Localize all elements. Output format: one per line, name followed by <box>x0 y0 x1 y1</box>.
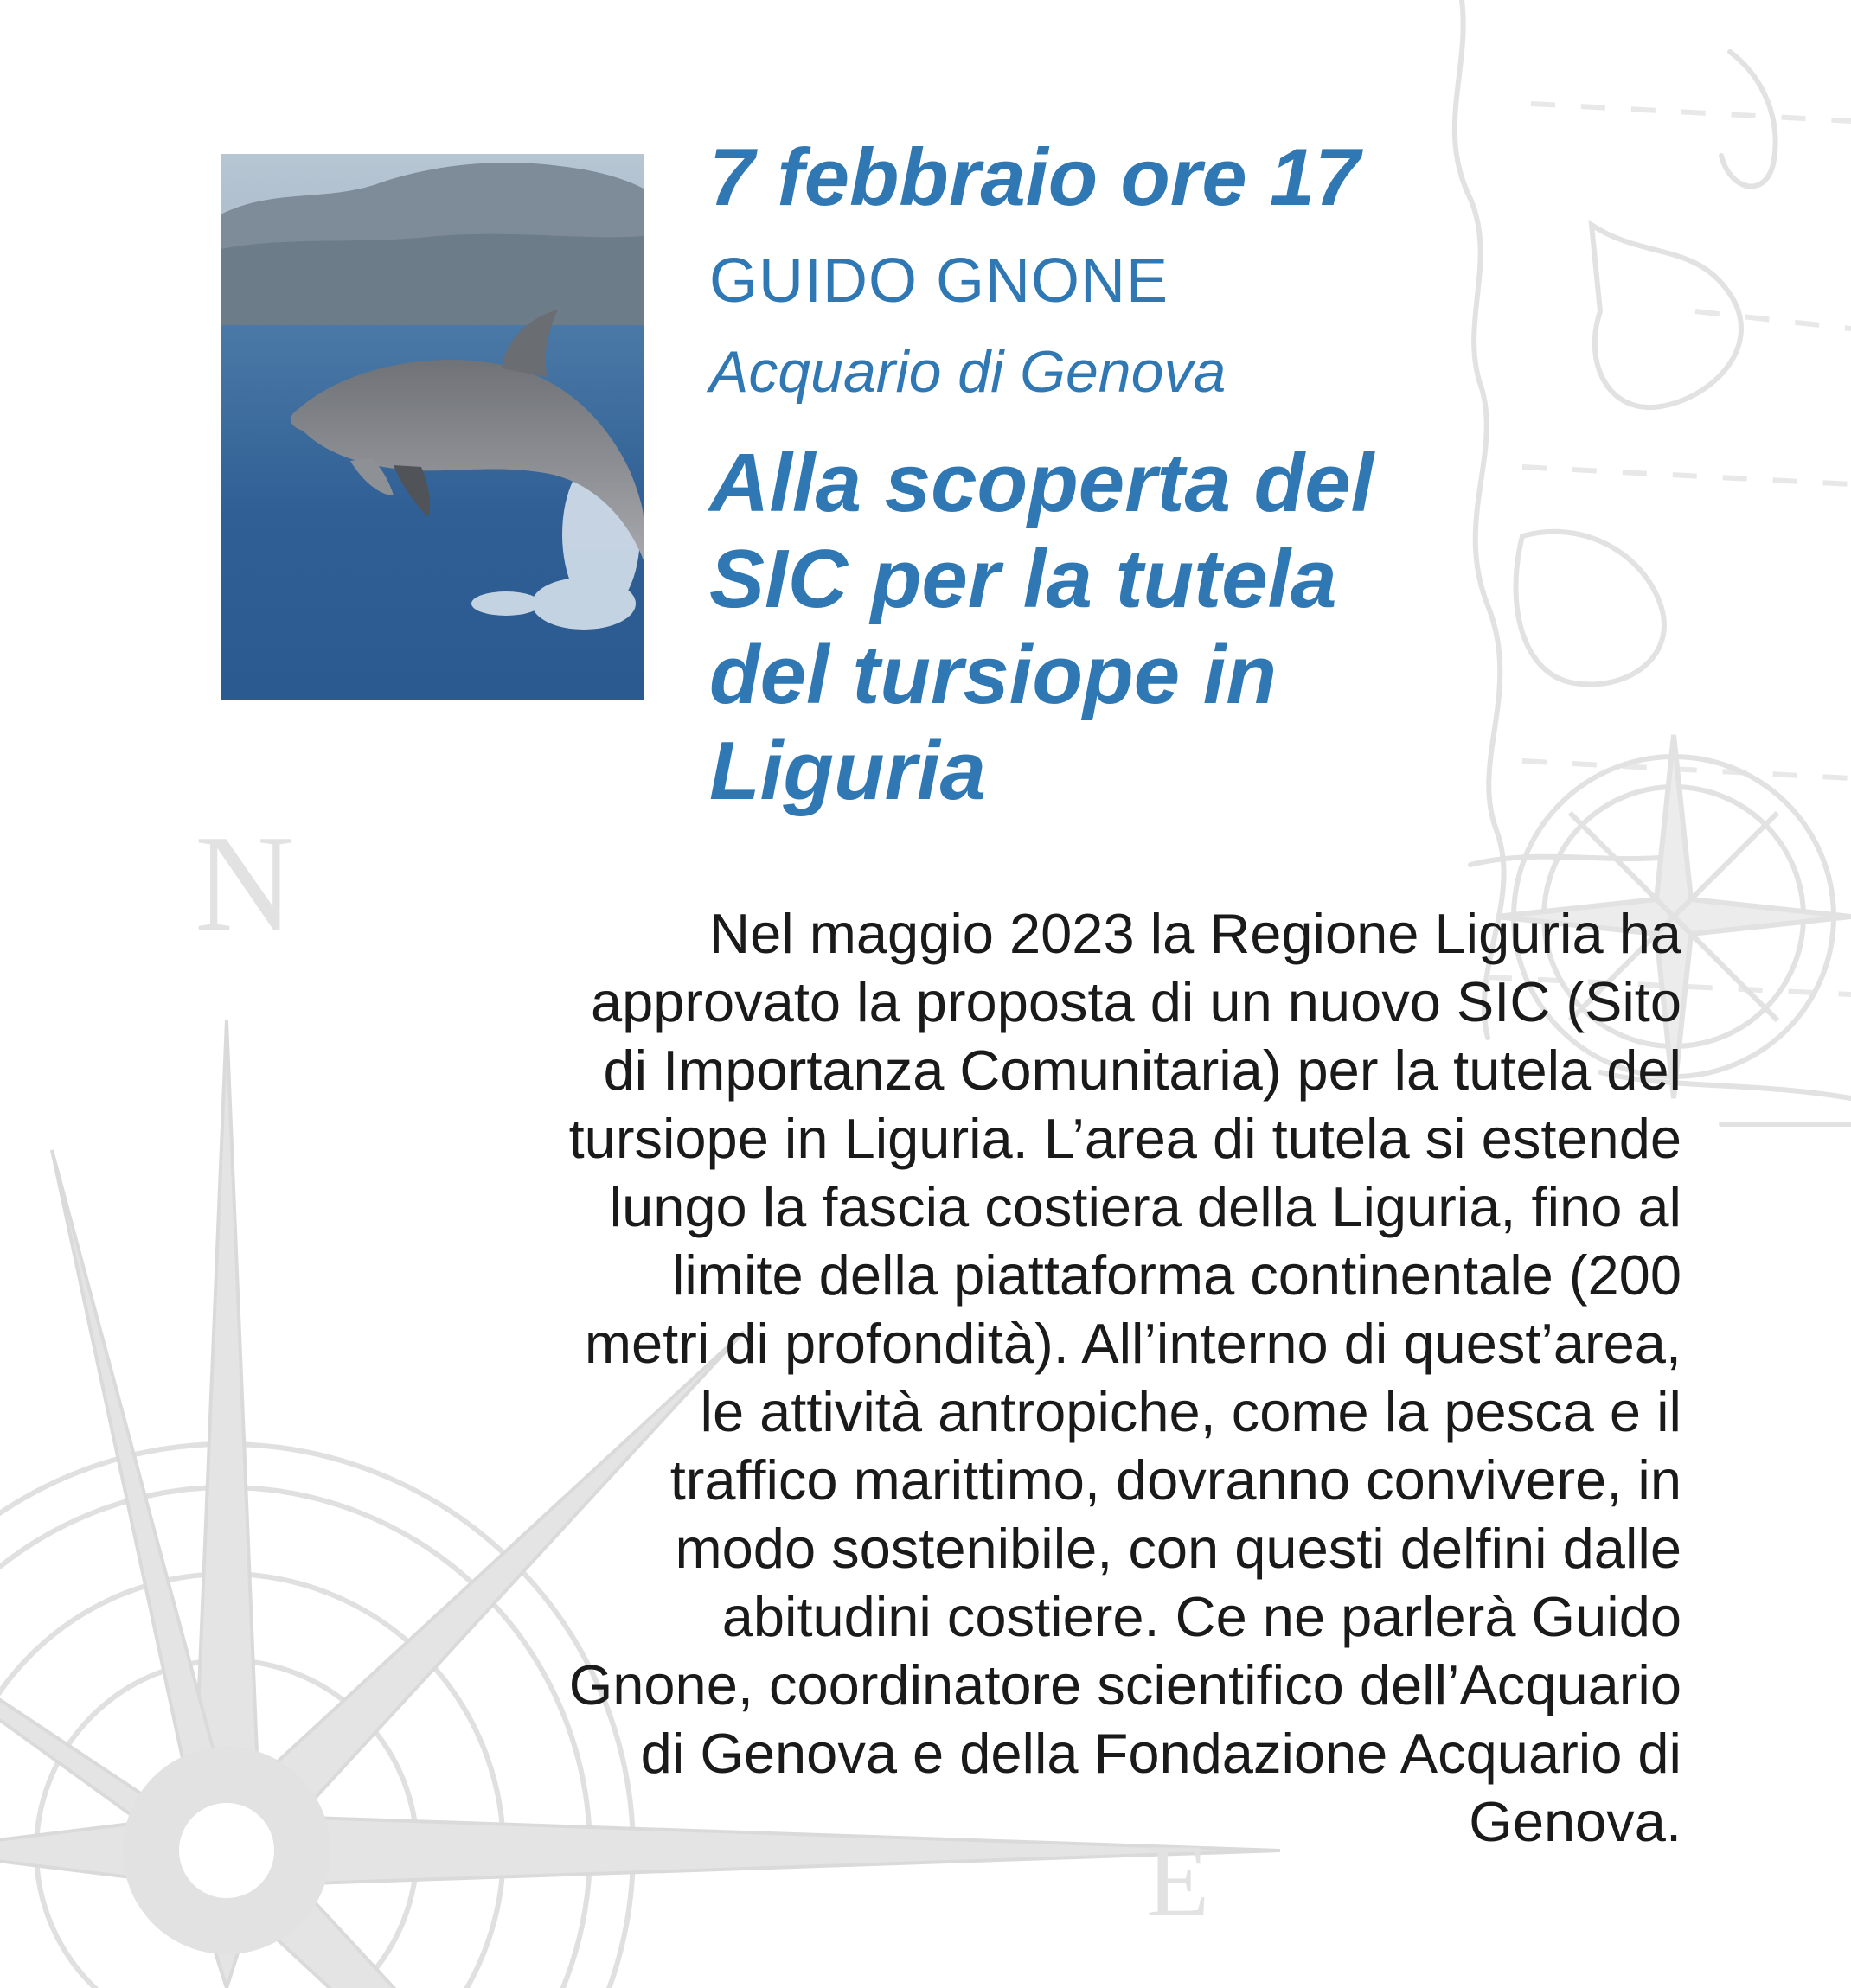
description-line: di Importanza Comunitaria) per la tutela del <box>603 1039 1681 1102</box>
description-line: abitudini costiere. Ce ne parlerà Guido <box>721 1585 1681 1648</box>
description-line: modo sostenibile, con questi delfini dalle <box>675 1517 1681 1580</box>
speaker-affiliation: Acquario di Genova <box>709 339 1227 405</box>
compass-north-letter: N <box>195 806 295 960</box>
description-line: Nel maggio 2023 la Regione Liguria ha <box>709 902 1681 965</box>
talk-title-line: SIC per la tutela <box>709 533 1337 625</box>
speaker-name: GUIDO GNONE <box>709 246 1169 316</box>
description-line: tursiope in Liguria. L’area di tutela si estende <box>568 1107 1681 1170</box>
description-line: metri di profondità). All’interno di quest’area, <box>584 1312 1681 1375</box>
description-line: limite della piattaforma continentale (200 <box>671 1243 1681 1307</box>
description-line: approvato la proposta di un nuovo SIC (Sito <box>590 970 1681 1033</box>
compass-east-letter: E <box>1146 1823 1210 1938</box>
event-date-time: 7 febbraio ore 17 <box>709 131 1361 222</box>
description-line: di Genova e della Fondazione Acquario di <box>640 1722 1681 1785</box>
description-line: Genova. <box>1469 1790 1681 1853</box>
event-description <box>159 899 1681 1856</box>
dolphin-photo <box>221 154 644 700</box>
description-line: le attività antropiche, come la pesca e il <box>700 1380 1681 1443</box>
description-line: lungo la fascia costiera della Liguria, fino al <box>609 1175 1681 1238</box>
talk-title-line: Liguria <box>709 725 987 817</box>
talk-title-line: del tursiope in <box>709 629 1278 721</box>
description-line: traffico marittimo, dovranno convivere, in <box>669 1448 1681 1512</box>
talk-title <box>709 435 1574 819</box>
description-line: Gnone, coordinatore scientifico dell’Acquario <box>568 1653 1681 1716</box>
talk-title-line: Alla scoperta del <box>709 437 1374 529</box>
